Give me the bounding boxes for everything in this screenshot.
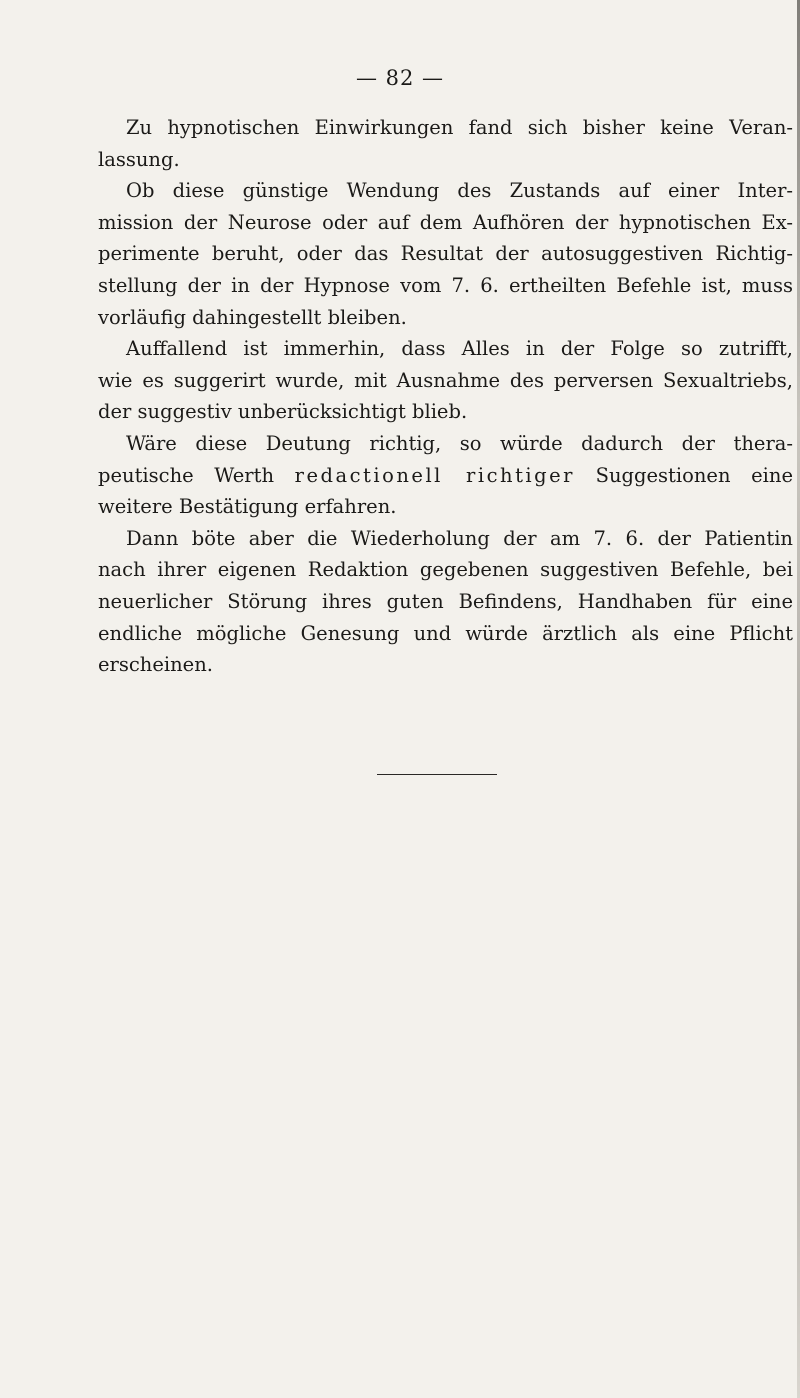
text-span: peutische Werth [98, 463, 275, 487]
text-line: neuerlicher Störung ihres guten Befindens, Handhaben für eine [98, 589, 793, 613]
text-line: weitere Bestätigung erfahren. [98, 495, 397, 519]
emphasized-text: redactionell richtiger [294, 463, 575, 487]
text-line: lassung. [98, 147, 180, 171]
text-line: endliche mögliche Genesung und würde ärztlich als eine Pflicht [98, 621, 793, 645]
text-line: Ob diese günstige Wendung des Zustands auf einer Inter- [126, 179, 793, 203]
text-line-emphasis [98, 460, 793, 492]
text-line: stellung der in der Hypnose vom 7. 6. ertheilten Befehle ist, muss [98, 273, 793, 297]
body-text [98, 112, 793, 681]
text-line: perimente beruht, oder das Resultat der autosuggestiven Richtig- [98, 242, 793, 266]
text-line: mission der Neurose oder auf dem Aufhören der hypnotischen Ex- [98, 210, 793, 234]
text-line: vorläufig dahingestellt bleiben. [98, 305, 407, 329]
text-line: erscheinen. [98, 653, 213, 677]
text-line: der suggestiv unberücksichtigt blieb. [98, 400, 468, 424]
page-number: — 82 — [355, 66, 445, 90]
text-line: nach ihrer eigenen Redaktion gegebenen suggestiven Befehle, bei [98, 558, 793, 582]
text-line: Zu hypnotischen Einwirkungen fand sich bisher keine Veran- [126, 116, 793, 139]
text-line: Wäre diese Deutung richtig, so würde dadurch der thera- [126, 431, 793, 455]
text-line: wie es suggerirt wurde, mit Ausnahme des perversen Sexualtriebs, [98, 368, 793, 392]
text-span: Suggestionen eine [595, 463, 794, 487]
text-line: Dann böte aber die Wiederholung der am 7. 6. der Patientin [126, 526, 793, 550]
text-line: Auffallend ist immerhin, dass Alles in der Folge so zutrifft, [126, 337, 793, 361]
section-end-rule [377, 774, 497, 775]
